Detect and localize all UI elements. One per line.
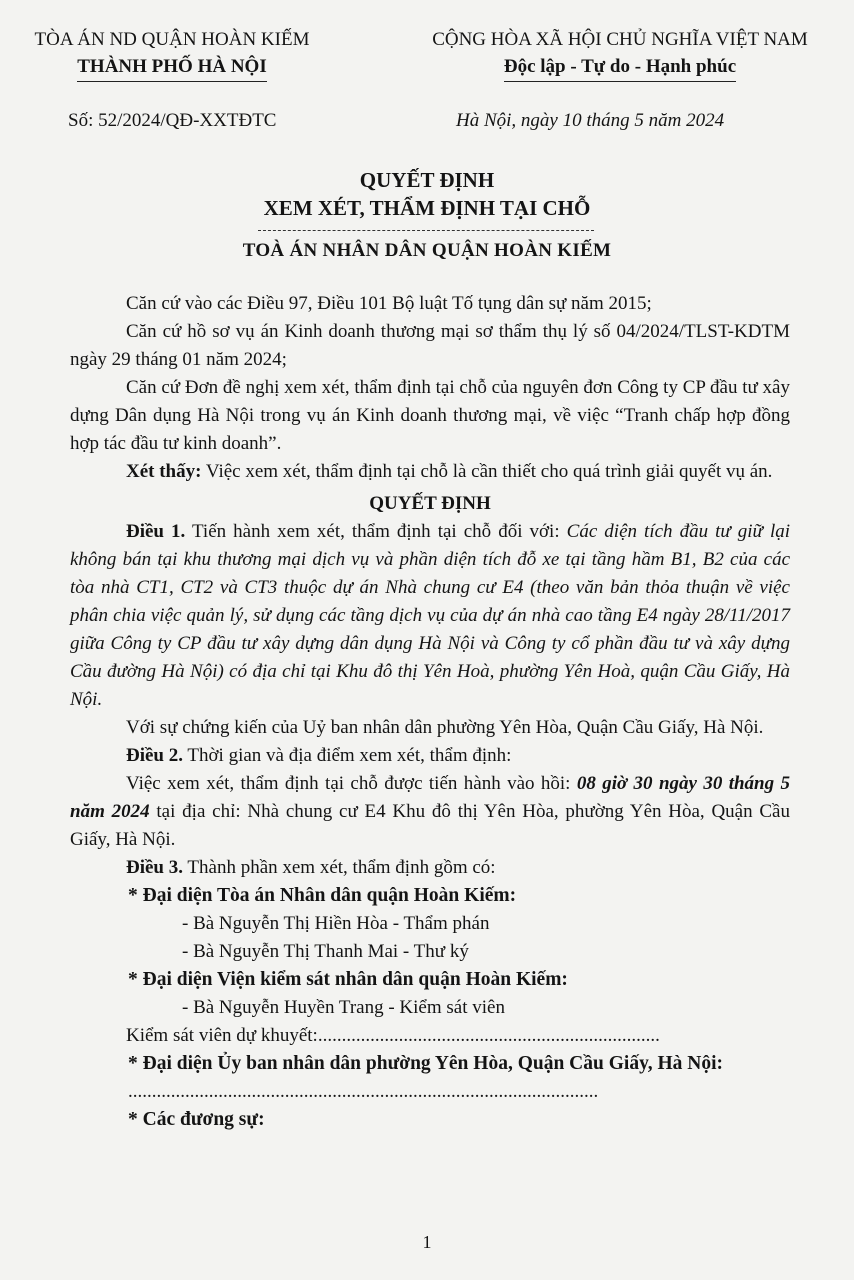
ward-representatives-heading: * Đại diện Ủy ban nhân dân phường Yên Hòa, Quận Cầu Giấy, Hà Nội: (128, 1053, 724, 1074)
article-2-text: Thời gian và địa điểm xem xét, thẩm định: (183, 745, 512, 766)
preamble-4 (70, 458, 790, 486)
national-title: CỘNG HÒA XÃ HỘI CHỦ NGHĨA VIỆT NAM (432, 29, 808, 50)
article-3-label: Điều 3. (126, 857, 183, 878)
document-body (70, 290, 790, 1134)
document-subtitle: XEM XÉT, THẨM ĐỊNH TẠI CHỖ (263, 196, 591, 220)
court-name: TÒA ÁN ND QUẬN HOÀN KIẾM (34, 29, 310, 50)
preamble-2: Căn cứ hồ sơ vụ án Kinh doanh thương mại sơ thẩm thụ lý số 04/2024/TLST-KDTM ngày 29 tháng 01 năm 2024; (70, 321, 790, 370)
parties-heading: * Các đương sự: (128, 1109, 265, 1130)
ward-blank-line: ................................................................................................... (128, 1081, 599, 1102)
national-header (400, 26, 840, 82)
article-1-label: Điều 1. (126, 521, 186, 542)
issuing-court: TOÀ ÁN NHÂN DÂN QUẬN HOÀN KIẾM (242, 240, 612, 261)
witness-clause: Với sự chứng kiến của Uỷ ban nhân dân phường Yên Hòa, Quận Cầu Giấy, Hà Nội. (126, 717, 764, 738)
article-1-subject: Các diện tích đầu tư giữ lại không bán tại khu thương mại dịch vụ và phần diện tích đỗ xe tại tầng hầm B1, B2 của các tòa nhà CT1, CT2 và CT3 thuộc dự án Nhà chung cư E4 (theo văn bản thỏa thuận về việc phân chia việc quản lý, sử dụng các tầng dịch vụ của dự án nhà cao tầng E4 ngày 28/11/2017 giữa Công ty CP đầu tư xây dựng dân dụng Hà Nội và Công ty cổ phần đầu tư và xây dựng Cầu đường Hà Nội) có địa chỉ tại Khu đô thị Yên Hoà, phường Yên Hoà, quận Cầu Giấy, Hà Nội. (70, 521, 791, 710)
article-1-text: Tiến hành xem xét, thẩm định tại chỗ đối với: (185, 521, 567, 542)
national-motto: Độc lập - Tự do - Hạnh phúc (504, 53, 736, 82)
court-header (22, 26, 322, 82)
document-title: QUYẾT ĐỊNH (359, 168, 495, 192)
article-2-label: Điều 2. (126, 745, 183, 766)
article-2-time: 08 giờ 30 ngày 30 tháng 5 năm 2024 (70, 773, 790, 822)
preamble-1: Căn cứ vào các Điều 97, Điều 101 Bộ luật Tố tụng dân sự năm 2015; (126, 293, 652, 314)
court-representatives-heading: * Đại diện Tòa án Nhân dân quận Hoàn Kiếm: (128, 885, 517, 906)
court-city: THÀNH PHỐ HÀ NỘI (77, 53, 266, 82)
preamble-4-label: Xét thấy: (126, 461, 202, 482)
title-divider (258, 230, 594, 231)
article-2-detail (70, 770, 790, 854)
procuracy-member: - Bà Nguyễn Huyền Trang - Kiểm sát viên (182, 997, 505, 1018)
preamble-3: Căn cứ Đơn đề nghị xem xét, thẩm định tại chỗ của nguyên đơn Công ty CP đầu tư xây dựng Dân dụng Hà Nội trong vụ án Kinh doanh thương mại, về việc “Tranh chấp hợp đồng hợp tác đầu tư kinh doanh”. (70, 377, 790, 454)
document-number: Số: 52/2024/QĐ-XXTĐTC (68, 110, 277, 131)
court-member-clerk: - Bà Nguyễn Thị Thanh Mai - Thư ký (182, 941, 469, 962)
procuracy-representatives-heading: * Đại diện Viện kiểm sát nhân dân quận Hoàn Kiếm: (128, 969, 568, 990)
court-member-judge: - Bà Nguyễn Thị Hiền Hòa - Thẩm phán (182, 913, 490, 934)
article-3-text: Thành phần xem xét, thẩm định gồm có: (183, 857, 496, 878)
preamble-4-text: Việc xem xét, thẩm định tại chỗ là cần thiết cho quá trình giải quyết vụ án. (201, 461, 773, 482)
reserve-prosecutor-line: Kiểm sát viên dự khuyết:........................................................................ (126, 1025, 660, 1046)
article-1 (70, 518, 790, 714)
article-3 (70, 854, 790, 882)
page-number: 1 (422, 1232, 432, 1252)
document-date: Hà Nội, ngày 10 tháng 5 năm 2024 (456, 110, 725, 131)
article-2-detail-a: Việc xem xét, thẩm định tại chỗ được tiến hành vào hồi: (126, 773, 577, 794)
decision-heading: QUYẾT ĐỊNH (369, 493, 491, 514)
article-2-detail-b: tại địa chỉ: Nhà chung cư E4 Khu đô thị Yên Hòa, phường Yên Hòa, Quận Cầu Giấy, Hà Nội. (70, 801, 790, 850)
article-2 (70, 742, 790, 770)
